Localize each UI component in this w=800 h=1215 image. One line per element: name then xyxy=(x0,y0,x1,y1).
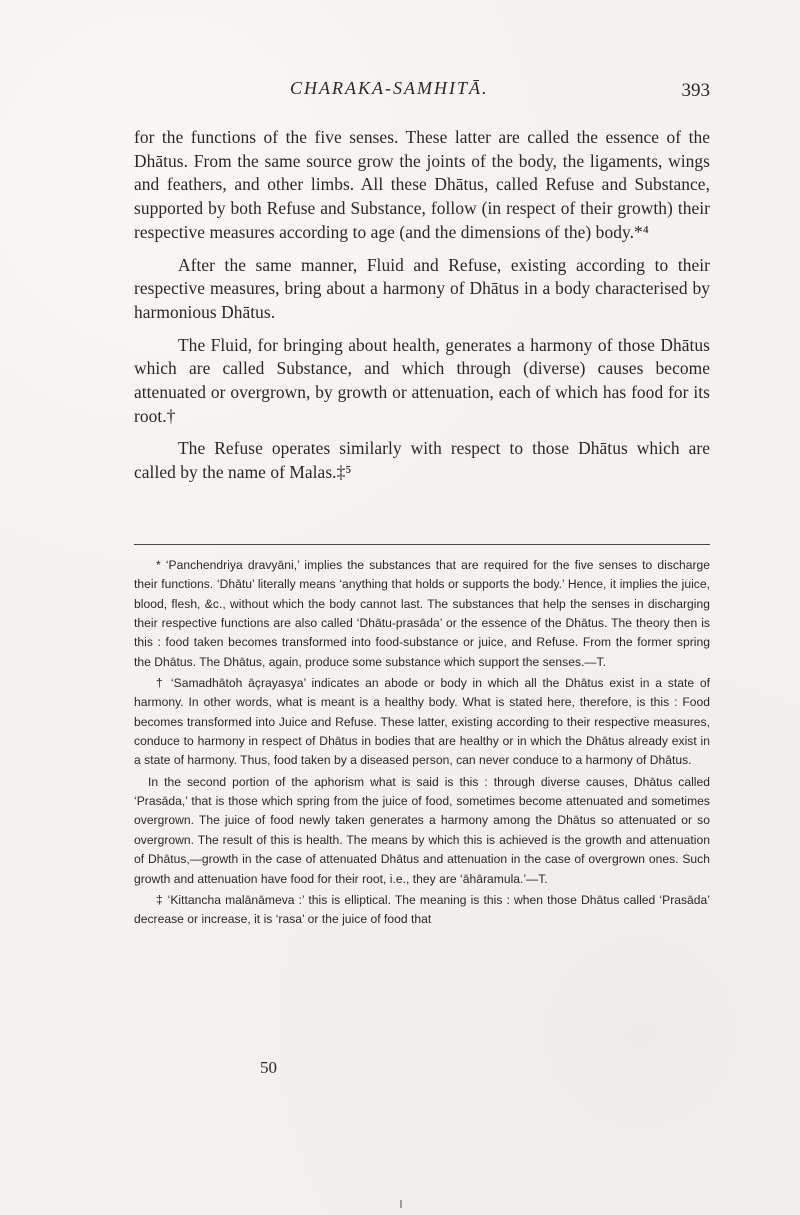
page-number: 393 xyxy=(681,80,710,101)
running-title: CHARAKA-SAMHITĀ. xyxy=(290,78,489,98)
footnotes xyxy=(134,556,710,930)
bottom-scan-mark xyxy=(400,1200,402,1208)
signature-mark: 50 xyxy=(260,1058,277,1077)
page-header xyxy=(0,78,800,112)
main-paragraph-4: The Refuse operates similarly with respect to those Dhātus which are called by the name of Malas.‡⁵ xyxy=(134,438,710,483)
main-paragraph-3: The Fluid, for bringing about health, generates a harmony of those Dhātus which are called Substance, and which through (diverse) causes become attenuated or overgrown, by growth or attenuation, each of which has food for its root.† xyxy=(134,334,710,426)
footnote-separator xyxy=(134,544,710,545)
footnote-asterisk: * ‘Panchendriya dravyāni,’ implies the substances that are required for the five senses to discharge their functions. ‘Dhātu’ literally means ‘anything that holds or supports the body.’ Hence, it implies the juice, blood, flesh, &c., without which the body cannot last. The substances that help the senses in discharging their respective functions are also called ‘Dhātu-prasāda’ or the essence of the Dhātus. The theory then is this : food taken becomes transformed into food-substance or juice, and Refuse. From the former spring the Dhātus. The Dhātus, again, produce some substance which support the senses.—T. xyxy=(134,558,710,669)
footnote-double-dagger: ‡ ‘Kittancha malānāmeva :’ this is elliptical. The meaning is this : when those Dhātus called ‘Prasāda’ decrease or increase, it is ‘rasa’ or the juice of food that xyxy=(134,892,710,927)
main-paragraph-2: After the same manner, Fluid and Refuse, existing according to their respective measures, bring about a harmony of Dhātus in a body characterised by harmonious Dhātus. xyxy=(134,254,710,322)
footnote-dagger-continuation: In the second portion of the aphorism what is said is this : through diverse causes, Dhātus called ‘Prasāda,’ that is those which spring from the juice of food, sometimes become attenuated and sometimes overgrown. The juice of food newly taken generates a harmony among the Dhātus so attenuated or so overgrown. The result of this is health. The means by which this is achieved is the growth and attenuation of Dhātus,—growth in the case of attenuated Dhātus and attenuation in the case of overgrown ones. Such growth and attenuation have food for their root, i.e., they are ‘āhāramula.’—T. xyxy=(134,774,710,886)
main-text xyxy=(134,126,710,485)
main-paragraph-1: for the functions of the five senses. These latter are called the essence of the Dhātus. From the same source grow the joints of the body, the ligaments, wings and feathers, and other limbs. All these Dhātus, called Refuse and Substance, supported by both Refuse and Substance, follow (in respect of their growth) their respective measures according to age (and the dimensions of the) body.*⁴ xyxy=(134,127,710,242)
footnote-dagger: † ‘Samadhātoh āçrayasya’ indicates an abode or body in which all the Dhātus exist in a state of harmony. In other words, what is meant is a healthy body. What is stated here, therefore, is this : Food becomes transformed into Juice and Refuse. These latter, existing according to their respective measures, conduce to harmony in respect of Dhātus in bodies that are healthy or in which the Dhātus already exist in a state of harmony. Thus, food taken by a diseased person, can never conduce to a harmony of Dhātus. xyxy=(134,676,710,768)
